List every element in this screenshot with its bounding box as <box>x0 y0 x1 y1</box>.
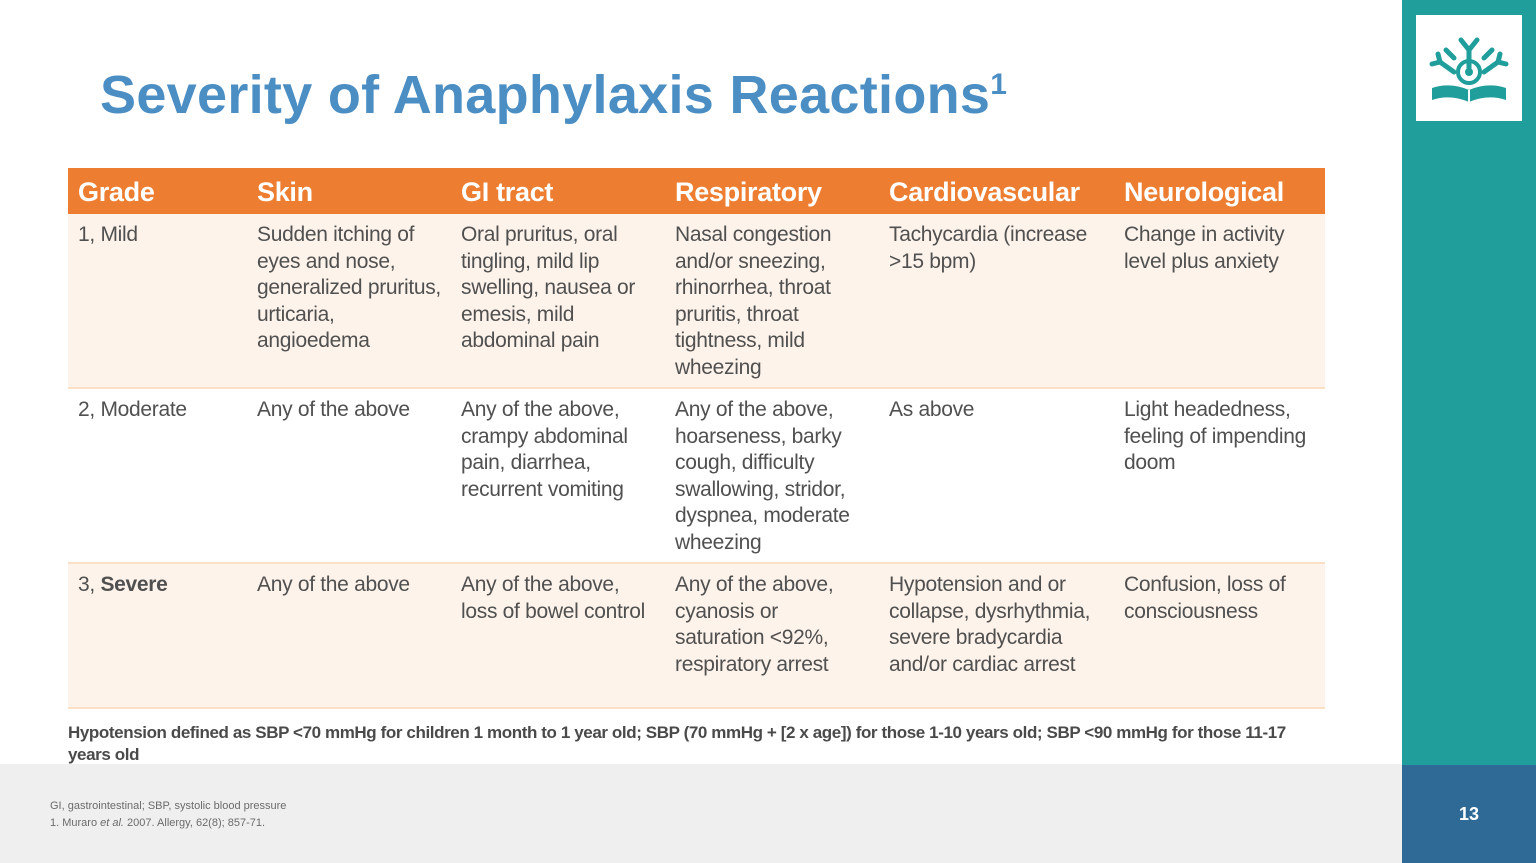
reference-author: 1. Muraro <box>50 817 101 829</box>
table-row <box>68 388 1325 563</box>
header-cardiovascular: Cardiovascular <box>879 168 1114 214</box>
page-number: 13 <box>1458 803 1480 824</box>
grade-label-severe: Severe <box>100 573 168 596</box>
header-neurological: Neurological <box>1114 168 1325 214</box>
table-row <box>68 214 1325 388</box>
cell-cardiovascular: As above <box>879 388 1114 563</box>
cell-skin: Any of the above <box>247 563 451 708</box>
cell-neurological: Light headedness, feeling of impending doom <box>1114 388 1325 563</box>
header-grade: Grade <box>68 168 247 214</box>
abbreviations-text: GI, gastrointestinal; SBP, systolic blood pressure <box>50 800 287 812</box>
table-row <box>68 563 1325 708</box>
logo <box>1416 15 1522 121</box>
cell-gi-tract: Any of the above, crampy abdominal pain, diarrhea, recurrent vomiting <box>451 388 665 563</box>
cell-gi-tract: Any of the above, loss of bowel control <box>451 563 665 708</box>
anaphylaxis-severity-table <box>68 168 1325 709</box>
slide-title-text: Severity of Anaphylaxis Reactions <box>100 65 991 125</box>
cell-neurological: Confusion, loss of consciousness <box>1114 563 1325 708</box>
cell-grade <box>68 214 247 388</box>
cell-respiratory: Nasal congestion and/or sneezing, rhinorrhea, throat pruritis, throat tightness, mild wheezing <box>665 214 879 388</box>
cell-neurological: Change in activity level plus anxiety <box>1114 214 1325 388</box>
cell-cardiovascular: Hypotension and or collapse, dysrhythmia, severe bradycardia and/or cardiac arrest <box>879 563 1114 708</box>
hypotension-definition-note: Hypotension defined as SBP <70 mmHg for children 1 month to 1 year old; SBP (70 mmHg + [2 x age]) for those 1-10 years old; SBP <90 mmHg for those 11-17 years old <box>68 723 1286 764</box>
grade-number: 3, <box>78 573 101 596</box>
footer-references <box>50 798 286 832</box>
cell-cardiovascular: Tachycardia (increase >15 bpm) <box>879 214 1114 388</box>
title-reference-superscript: 1 <box>990 68 1008 101</box>
cell-skin: Sudden itching of eyes and nose, generalized pruritus, urticaria, angioedema <box>247 214 451 388</box>
header-gi-tract: GI tract <box>451 168 665 214</box>
immune-cell-book-logo-icon <box>1424 28 1514 108</box>
reference-citation: 2007. Allergy, 62(8); 857-71. <box>124 817 266 829</box>
reference-text <box>50 815 286 832</box>
cell-grade <box>68 388 247 563</box>
grade-label: Moderate <box>100 398 187 421</box>
grade-number: 1, <box>78 223 101 246</box>
table-header-row <box>68 168 1325 214</box>
slide-title <box>100 64 1007 126</box>
cell-respiratory: Any of the above, hoarseness, barky cough, difficulty swallowing, stridor, dyspnea, moderate wheezing <box>665 388 879 563</box>
cell-gi-tract: Oral pruritus, oral tingling, mild lip swelling, nausea or emesis, mild abdominal pain <box>451 214 665 388</box>
reference-etal: et al. <box>100 817 124 829</box>
page-number-box <box>1402 765 1536 863</box>
cell-respiratory: Any of the above, cyanosis or saturation <92%, respiratory arrest <box>665 563 879 708</box>
header-skin: Skin <box>247 168 451 214</box>
grade-number: 2, <box>78 398 101 421</box>
cell-grade <box>68 563 247 708</box>
grade-label: Mild <box>100 223 138 246</box>
cell-skin: Any of the above <box>247 388 451 563</box>
header-respiratory: Respiratory <box>665 168 879 214</box>
